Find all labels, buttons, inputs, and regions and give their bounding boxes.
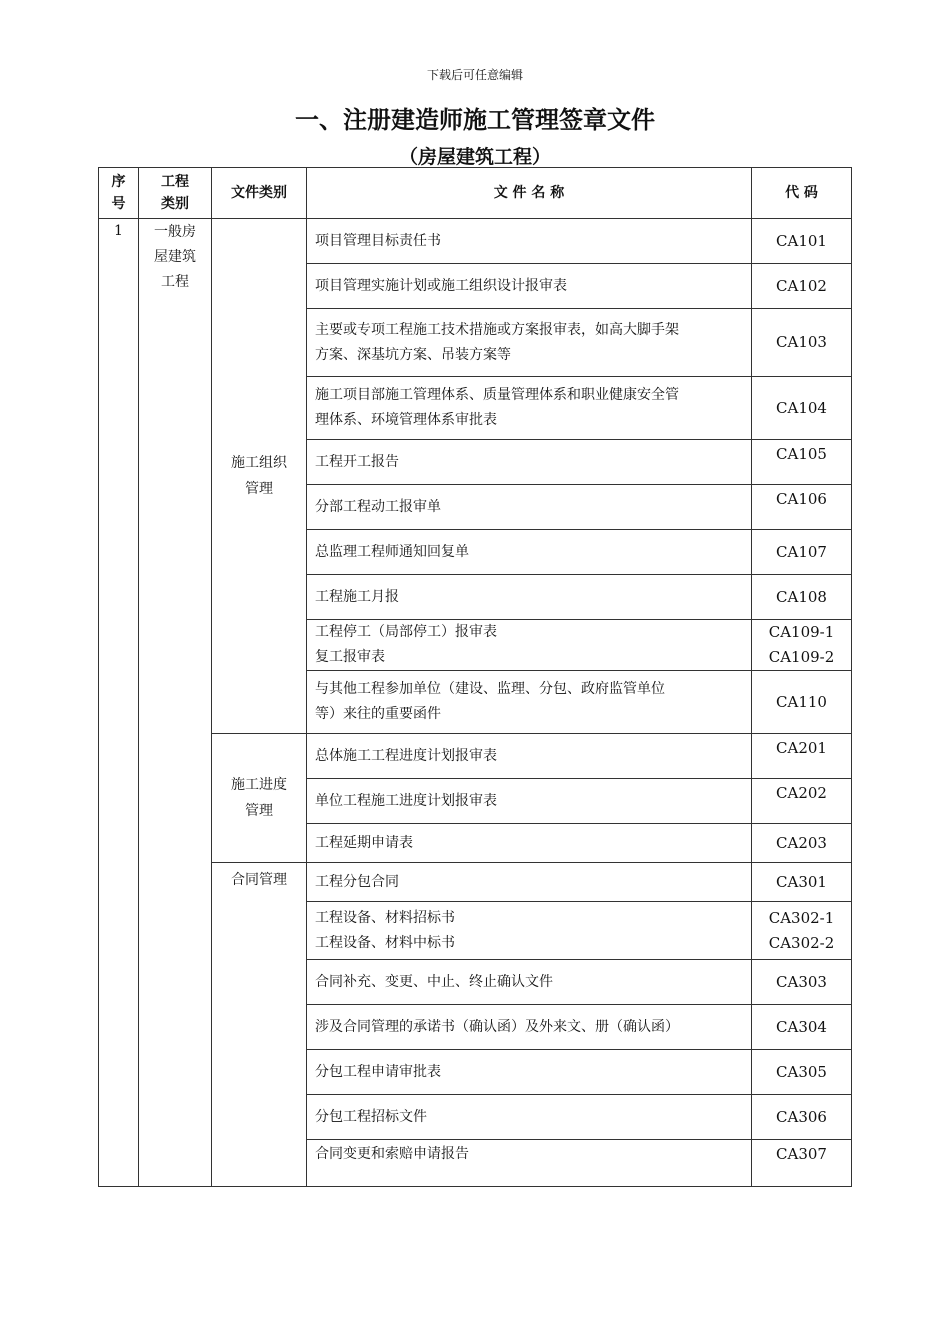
header-seq: 序 号 [99,168,139,219]
header-code: 代 码 [752,168,852,219]
code-cell: CA105 [752,440,852,485]
table-row [99,219,852,264]
code-cell: CA304 [752,1005,852,1050]
code-cell: CA305 [752,1050,852,1095]
code-cell: CA109-1 CA109-2 [752,620,852,671]
file-name-cell: 工程开工报告 [307,440,752,485]
category-cell: 施工进度 管理 [212,734,307,863]
file-name-cell: 主要或专项工程施工技术措施或方案报审表，如高大脚手架 方案、深基坑方案、吊装方案等 [307,309,752,377]
header-project-type: 工程 类别 [139,168,212,219]
file-name-cell: 工程设备、材料招标书 工程设备、材料中标书 [307,902,752,960]
code-cell: CA201 [752,734,852,779]
seq-cell: 1 [99,219,139,1187]
file-name-cell: 工程施工月报 [307,575,752,620]
header-file-name: 文 件 名 称 [307,168,752,219]
table-header-row [99,168,852,219]
file-name-cell: 总体施工工程进度计划报审表 [307,734,752,779]
code-cell: CA101 [752,219,852,264]
file-name-cell: 分包工程申请审批表 [307,1050,752,1095]
code-cell: CA306 [752,1095,852,1140]
signature-documents-table [98,167,852,1187]
document-title: 一、注册建造师施工管理签章文件 [295,106,655,134]
project-type-cell: 一般房 屋建筑 工程 [139,219,212,1187]
table-row [99,863,852,902]
file-name-cell: 工程延期申请表 [307,824,752,863]
table-row [99,734,852,779]
file-name-cell: 总监理工程师通知回复单 [307,530,752,575]
code-cell: CA102 [752,264,852,309]
code-cell: CA302-1 CA302-2 [752,902,852,960]
code-cell: CA203 [752,824,852,863]
file-name-cell: 工程停工（局部停工）报审表 复工报审表 [307,620,752,671]
code-cell: CA303 [752,960,852,1005]
file-name-cell: 项目管理实施计划或施工组织设计报审表 [307,264,752,309]
code-cell: CA110 [752,671,852,734]
category-cell: 施工组织 管理 [212,219,307,734]
file-name-cell: 合同补充、变更、中止、终止确认文件 [307,960,752,1005]
code-cell: CA106 [752,485,852,530]
file-name-cell: 合同变更和索赔申请报告 [307,1140,752,1187]
code-cell: CA202 [752,779,852,824]
code-cell: CA104 [752,377,852,440]
file-name-cell: 分包工程招标文件 [307,1095,752,1140]
file-name-cell: 施工项目部施工管理体系、质量管理体系和职业健康安全管 理体系、环境管理体系审批表 [307,377,752,440]
header-category: 文件类别 [212,168,307,219]
file-name-cell: 单位工程施工进度计划报审表 [307,779,752,824]
file-name-cell: 工程分包合同 [307,863,752,902]
code-cell: CA107 [752,530,852,575]
document-subtitle: （房屋建筑工程） [398,146,551,168]
code-cell: CA103 [752,309,852,377]
code-cell: CA307 [752,1140,852,1187]
code-cell: CA301 [752,863,852,902]
header-note: 下载后可任意编辑 [426,68,523,82]
file-name-cell: 分部工程动工报审单 [307,485,752,530]
file-name-cell: 与其他工程参加单位（建设、监理、分包、政府监管单位 等）来往的重要函件 [307,671,752,734]
file-name-cell: 项目管理目标责任书 [307,219,752,264]
file-name-cell: 涉及合同管理的承诺书（确认函）及外来文、册（确认函） [307,1005,752,1050]
code-cell: CA108 [752,575,852,620]
category-cell: 合同管理 [212,863,307,1187]
